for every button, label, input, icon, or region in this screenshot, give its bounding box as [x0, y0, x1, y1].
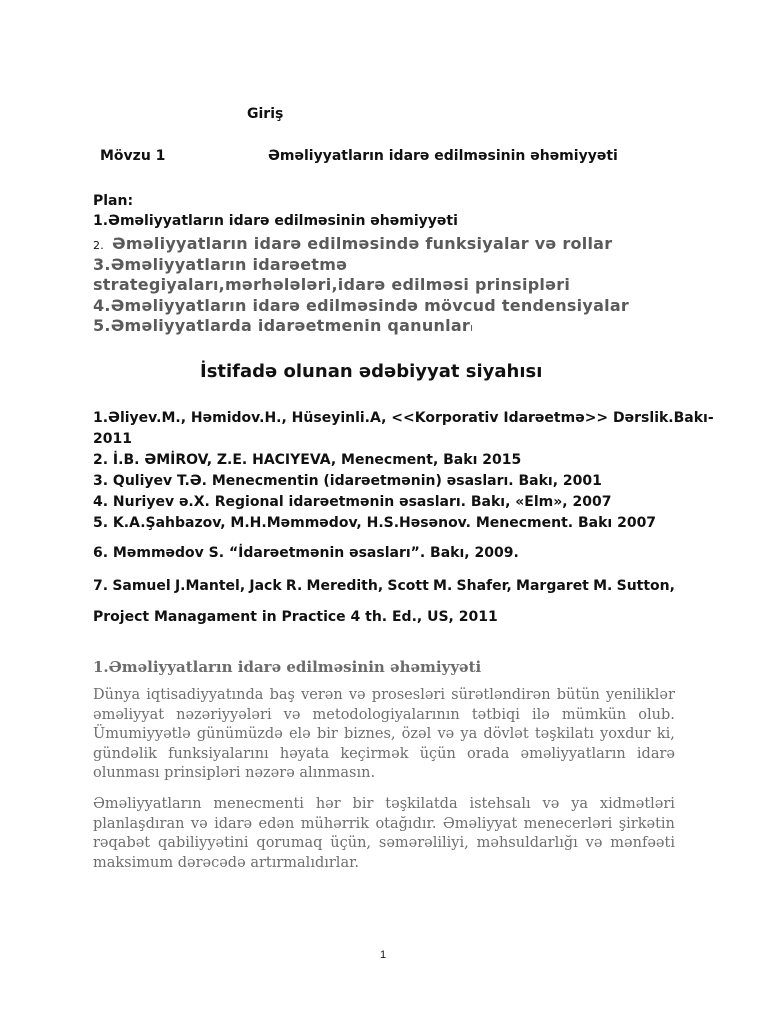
bibliography-item-3: 3. Quliyev T.Ə. Menecmentin (idarəetmənin) əsasları. Bakı, 2001: [93, 473, 602, 489]
word: hər: [315, 796, 341, 812]
word: olub.: [638, 706, 675, 723]
word: və: [437, 726, 455, 742]
word: alınmasın.: [299, 765, 376, 781]
word: ya: [460, 726, 478, 742]
word: qorumaq: [256, 835, 323, 851]
word: mühərrik: [300, 815, 370, 832]
word: nəzəriyyələri: [176, 706, 272, 723]
word: Ümumiyyətlə: [93, 726, 191, 742]
word: üçün: [419, 745, 456, 762]
word: günümüzdə: [196, 726, 283, 742]
word: elə: [288, 726, 311, 742]
word: ki,: [656, 726, 675, 742]
bibliography-item-6: 6. Məmmədov S. “İdarəetmənin əsasları”. Bakı, 2009.: [93, 545, 519, 561]
plan-label: Plan:: [93, 193, 134, 209]
word: xidmətləri: [599, 796, 675, 812]
plan-item-2-number: 2.: [93, 239, 104, 252]
word: özəl: [401, 726, 432, 742]
word: rəqabət: [93, 835, 151, 851]
word: Shafer,: [456, 578, 512, 594]
word: ilə: [531, 706, 550, 723]
word: iqtisadiyyatında: [146, 687, 264, 703]
word: və: [542, 796, 560, 812]
word: bütün: [556, 687, 600, 703]
word: bir: [352, 796, 374, 812]
word: idarə: [214, 815, 253, 832]
word: menecerləri: [523, 815, 613, 832]
plan-item-5-tail: ı: [470, 321, 474, 334]
word: əməliyyat: [93, 706, 165, 723]
word: menecmenti: [213, 796, 304, 812]
paragraph-line: [93, 764, 675, 784]
word: R.: [285, 578, 303, 594]
word: metodologiyalarının: [312, 706, 460, 723]
page-number: 1: [380, 949, 387, 961]
paragraph-line: [93, 745, 675, 765]
plan-item-5-text: 5.Əməliyyatlarda idarəetmenin qanunlar: [93, 316, 471, 335]
plan-item-5: [93, 316, 473, 335]
word: Scott: [387, 578, 429, 594]
word: otağıdır.: [375, 815, 437, 832]
word: M.: [433, 578, 453, 594]
word: yeniliklər: [605, 687, 675, 703]
bibliography-item-1-line-1: 1.Əliyev.M., Həmidov.H., Hüseyinli.A, <<Korporativ Idarəetmə>> Dərslik.Bakı-: [93, 410, 714, 426]
word: prinsipləri: [164, 765, 241, 781]
word: baş: [269, 687, 295, 703]
intro-title: Giriş: [247, 106, 284, 122]
word: M.: [593, 578, 613, 594]
topic-title: Əməliyyatların idarə edilməsinin əhəmiyyəti: [268, 148, 618, 164]
paragraph-line: [93, 834, 675, 854]
word: verən: [301, 687, 343, 703]
word: məhsuldarlığı: [476, 835, 578, 851]
paragraph-line: [93, 706, 675, 726]
word: Jack: [249, 578, 282, 594]
word: maksimum: [93, 854, 174, 871]
word: Meredith,: [306, 578, 384, 594]
paragraph-line: [93, 725, 675, 745]
word: və: [585, 835, 603, 851]
word: və: [190, 815, 208, 832]
plan-item-2: [93, 234, 612, 253]
word: edən: [258, 815, 295, 832]
word: təşkilatda: [385, 796, 458, 812]
paragraph-line: [93, 815, 675, 835]
bibliography-heading: İstifadə olunan ədəbiyyat siyahısı: [200, 361, 543, 382]
plan-item-2-text: Əməliyyatların idarə edilməsində funksiyalar və rollar: [112, 234, 613, 253]
section-heading: 1.Əməliyyatların idarə edilməsinin əhəmiyyəti: [93, 658, 482, 676]
word: keçirmək: [340, 745, 409, 762]
plan-item-4: 4.Əməliyyatların idarə edilməsində mövcud tendensiyalar: [93, 296, 630, 315]
word: dərəcədə: [177, 854, 246, 871]
word: əməliyyatların: [520, 745, 626, 762]
bibliography-item-4: 4. Nuriyev ə.X. Regional idarəetmənin əsasları. Bakı, «Elm», 2007: [93, 494, 612, 510]
section-paragraph-1: [93, 686, 675, 784]
word: idarə: [636, 745, 675, 762]
plan-item-1: 1.Əməliyyatların idarə edilməsinin əhəmiyyəti: [93, 213, 458, 229]
bibliography-item-2: 2. İ.B. ƏMİROV, Z.E. HACIYEVA, Menecment, Bakı 2015: [93, 452, 522, 468]
section-paragraph-2: [93, 795, 675, 873]
word: Əməliyyat: [442, 815, 518, 832]
word: Margaret: [516, 578, 589, 594]
word: üçün,: [330, 835, 372, 851]
bibliography-item-5: 5. K.A.Şahbazov, M.H.Məmmədov, H.S.Həsənov. Menecment. Bakı 2007: [93, 515, 657, 531]
word: tətbiqi: [471, 706, 520, 723]
word: artırmalıdırlar.: [250, 854, 360, 871]
word: biznes,: [343, 726, 396, 742]
word: dövlət: [483, 726, 529, 742]
paragraph-line: [93, 854, 675, 874]
word: və: [348, 687, 366, 703]
plan-item-3-line-2: strategiyaları,mərhələləri,idarə edilməsi prinsipləri: [93, 275, 571, 294]
bibliography-item-7-line-2: Project Managament in Practice 4 th. Ed., US, 2011: [93, 609, 498, 625]
word: nəzərə: [245, 765, 295, 781]
paragraph-line: [93, 686, 675, 706]
plan-item-3-line-1: 3.Əməliyyatların idarəetmə: [93, 255, 348, 274]
word: qabiliyyətini: [158, 835, 249, 851]
word: 7.: [93, 578, 109, 594]
word: sürətləndirən: [451, 687, 551, 703]
word: Samuel: [112, 578, 171, 594]
word: ya: [571, 796, 589, 812]
word: və: [283, 706, 301, 723]
word: olunması: [93, 765, 160, 781]
bibliography-item-1-line-2: 2011: [93, 431, 132, 447]
word: bir: [316, 726, 338, 742]
word: prosesləri: [371, 687, 445, 703]
word: funksiyalarını: [168, 745, 269, 762]
word: gündəlik: [93, 745, 157, 762]
word: şirkətin: [618, 815, 675, 832]
paragraph-line: [93, 795, 675, 815]
word: mümkün: [561, 706, 627, 723]
word: səmərəliliyi,: [378, 835, 469, 851]
word: təşkilatı: [534, 726, 594, 742]
bibliography-item-7-line-1: [93, 578, 675, 594]
word: orada: [467, 745, 510, 762]
word: istehsalı: [469, 796, 531, 812]
word: J.Mantel,: [174, 578, 246, 594]
word: yoxdur: [600, 726, 651, 742]
word: planlaşdıran: [93, 815, 185, 832]
topic-number: Mövzu 1: [100, 148, 166, 164]
word: Dünya: [93, 687, 141, 703]
word: Əməliyyatların: [93, 796, 202, 812]
word: mənfəəti: [610, 835, 675, 851]
word: Sutton,: [616, 578, 675, 594]
word: həyata: [279, 745, 330, 762]
